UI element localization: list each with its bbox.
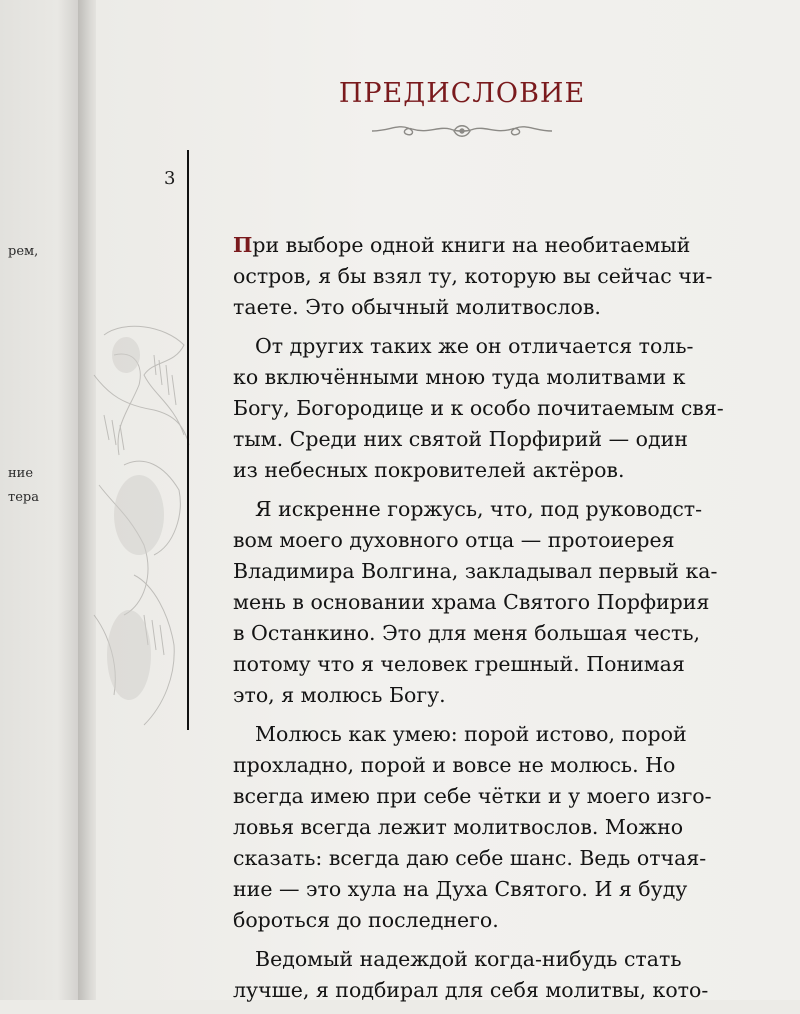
left-page — [0, 0, 82, 1000]
text-line: всегда имею при себе чётки и у моего изго- — [233, 784, 712, 808]
text-line: прохладно, порой и вовсе не молюсь. Но — [233, 753, 676, 777]
text-line: От других таких же он отличается толь- — [255, 334, 694, 358]
paragraph — [233, 944, 709, 1006]
text-line: это, я молюсь Богу. — [233, 683, 446, 707]
text-line: лучше, я подбирал для себя молитвы, кото- — [233, 978, 709, 1002]
text-line: ловья всегда лежит молитвослов. Можно — [233, 815, 684, 839]
page-number: 3 — [164, 168, 176, 189]
text-line: Я искренне горжусь, что, под руководст- — [255, 497, 703, 521]
text-line: ри выборе одной книги на необитаемый — [252, 233, 691, 257]
text-line: Владимира Волгина, закладывал первый ка- — [233, 559, 718, 583]
paragraph — [233, 331, 724, 486]
text-line: бороться до последнего. — [233, 908, 499, 932]
page-title: ПРЕДИСЛОВИЕ — [338, 78, 586, 109]
text-line: тым. Среди них святой Порфирий — один — [233, 427, 688, 451]
text-line: в Останкино. Это для меня большая честь, — [233, 621, 701, 645]
paragraph — [233, 230, 713, 323]
left-page-fragment: тера — [8, 490, 39, 505]
text-line: ние — это хула на Духа Святого. И я буду — [233, 877, 688, 901]
angel-engraving-icon — [84, 315, 194, 735]
text-line: таете. Это обычный молитвослов. — [233, 295, 601, 319]
left-page-fragment: рем, — [8, 244, 39, 259]
body-text — [233, 230, 724, 1014]
text-line: мень в основании храма Святого Порфирия — [233, 590, 710, 614]
text-line: потому что я человек грешный. Понимая — [233, 652, 685, 676]
ornament-divider-icon — [368, 120, 556, 142]
text-line: Богу, Богородице и к особо почитаемым свя- — [233, 396, 724, 420]
drop-cap: П — [233, 233, 253, 257]
margin-rule — [187, 150, 189, 730]
text-line: сказать: всегда даю себе шанс. Ведь отчая- — [233, 846, 707, 870]
text-line: из небесных покровителей актёров. — [233, 458, 625, 482]
paragraph — [233, 719, 712, 936]
text-line: Молюсь как умею: порой истово, порой — [255, 722, 687, 746]
left-page-fragment: ние — [8, 466, 34, 481]
text-line: вом моего духовного отца — протоиерея — [233, 528, 675, 552]
text-line: Ведомый надеждой когда-нибудь стать — [255, 947, 682, 971]
text-line: остров, я бы взял ту, которую вы сейчас чи- — [233, 264, 713, 288]
paragraph — [233, 494, 718, 711]
text-line: ко включёнными мною туда молитвами к — [233, 365, 686, 389]
